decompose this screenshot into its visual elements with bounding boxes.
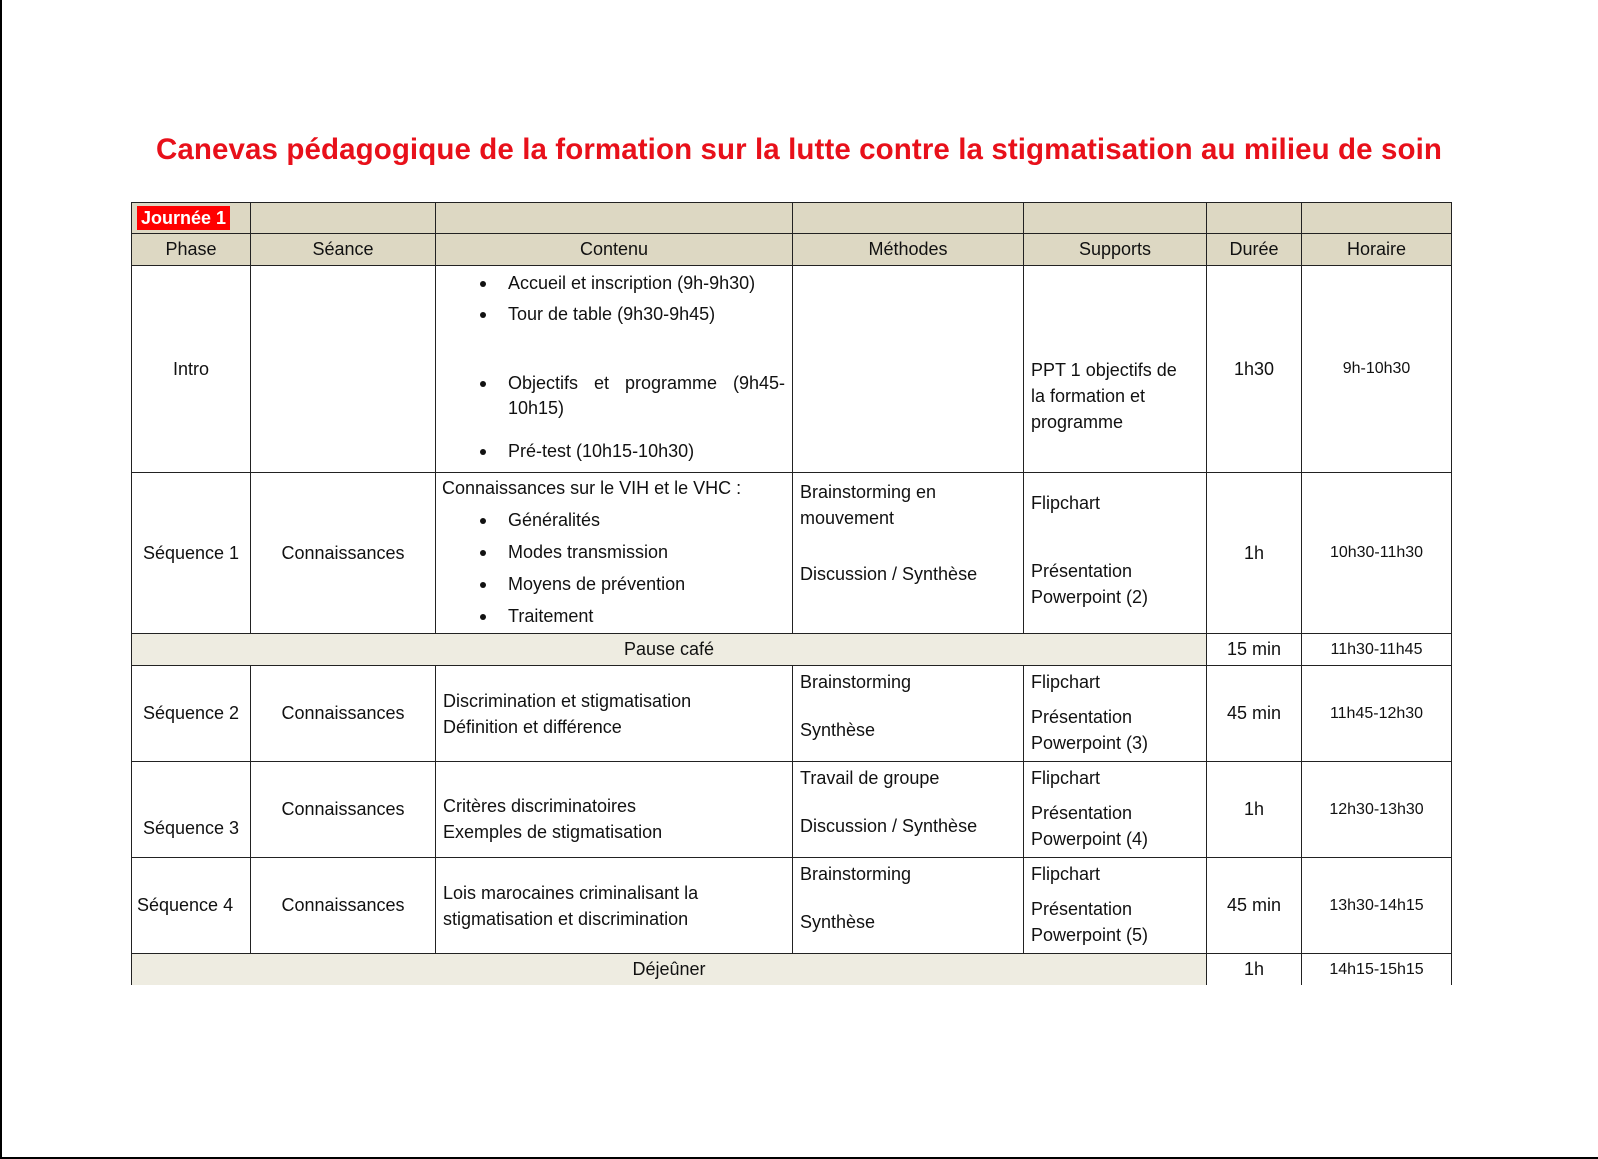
list-item: Traitement [436, 604, 792, 629]
phase-cell: Intro [132, 266, 251, 473]
contenu-cell: Connaissances sur le VIH et le VHC : Généralités Modes transmission Moyens de prévention Traitement [436, 473, 793, 634]
table-row-sequence-3 [132, 762, 1452, 858]
phase-cell: Séquence 4 [132, 858, 251, 954]
schedule-table [131, 202, 1452, 985]
table-row-sequence-2 [132, 666, 1452, 762]
supports-cell: PPT 1 objectifs de la formation et programme [1024, 266, 1207, 473]
methodes-cell: Brainstorming Synthèse [793, 858, 1024, 954]
methodes-cell: Travail de groupe Discussion / Synthèse [793, 762, 1024, 858]
seance-cell: Connaissances [251, 666, 436, 762]
table-row-sequence-4 [132, 858, 1452, 954]
list-item: Objectifs et programme (9h45-10h15) [436, 371, 792, 421]
break-label: Déjeûner [132, 954, 1207, 986]
duree-cell: 1h [1207, 762, 1302, 858]
horaire-cell: 13h30-14h15 [1302, 858, 1452, 954]
table-row-pause [132, 634, 1452, 666]
seance-cell: Connaissances [251, 858, 436, 954]
methodes-cell: Brainstorming en mouvement Discussion / Synthèse [793, 473, 1024, 634]
horaire-cell: 14h15-15h15 [1302, 954, 1452, 986]
horaire-cell: 10h30-11h30 [1302, 473, 1452, 634]
list-item: Moyens de prévention [436, 572, 792, 597]
header-row [132, 234, 1452, 266]
methodes-cell [793, 266, 1024, 473]
day-cell [132, 203, 251, 234]
duree-cell: 1h [1207, 473, 1302, 634]
phase-cell: Séquence 3 [132, 762, 251, 858]
table-row-dejeuner [132, 954, 1452, 986]
day-badge: Journée 1 [137, 206, 230, 230]
list-item: Modes transmission [436, 540, 792, 565]
phase-cell: Séquence 2 [132, 666, 251, 762]
duree-cell: 1h [1207, 954, 1302, 986]
contenu-list [436, 508, 792, 629]
table-row-sequence-1 [132, 473, 1452, 634]
header-contenu: Contenu [436, 234, 793, 266]
list-item: Accueil et inscription (9h-9h30) [436, 271, 792, 296]
seance-cell: Connaissances [251, 762, 436, 858]
list-item: Pré-test (10h15-10h30) [436, 439, 792, 464]
break-label: Pause café [132, 634, 1207, 666]
horaire-cell: 12h30-13h30 [1302, 762, 1452, 858]
day-row [132, 203, 1452, 234]
seance-cell [251, 266, 436, 473]
list-item: Tour de table (9h30-9h45) [436, 302, 792, 327]
contenu-cell: Lois marocaines criminalisant la stigmatisation et discrimination [436, 858, 793, 954]
document-title: Canevas pédagogique de la formation sur la lutte contre la stigmatisation au milieu de soin [155, 133, 1443, 166]
header-seance: Séance [251, 234, 436, 266]
contenu-cell [436, 266, 793, 473]
contenu-list [436, 271, 792, 464]
header-methodes: Méthodes [793, 234, 1024, 266]
duree-cell: 45 min [1207, 666, 1302, 762]
horaire-cell: 11h45-12h30 [1302, 666, 1452, 762]
header-horaire: Horaire [1302, 234, 1452, 266]
duree-cell: 1h30 [1207, 266, 1302, 473]
horaire-cell: 9h-10h30 [1302, 266, 1452, 473]
methodes-cell: Brainstorming Synthèse [793, 666, 1024, 762]
horaire-cell: 11h30-11h45 [1302, 634, 1452, 666]
contenu-cell: Critères discriminatoires Exemples de stigmatisation [436, 762, 793, 858]
supports-cell: Flipchart Présentation Powerpoint (5) [1024, 858, 1207, 954]
seance-cell: Connaissances [251, 473, 436, 634]
header-phase: Phase [132, 234, 251, 266]
list-item: Généralités [436, 508, 792, 533]
supports-cell: Flipchart Présentation Powerpoint (4) [1024, 762, 1207, 858]
phase-cell: Séquence 1 [132, 473, 251, 634]
header-duree: Durée [1207, 234, 1302, 266]
header-supports: Supports [1024, 234, 1207, 266]
duree-cell: 15 min [1207, 634, 1302, 666]
supports-cell: Flipchart Présentation Powerpoint (3) [1024, 666, 1207, 762]
contenu-cell: Discrimination et stigmatisation Définition et différence [436, 666, 793, 762]
supports-cell: Flipchart Présentation Powerpoint (2) [1024, 473, 1207, 634]
duree-cell: 45 min [1207, 858, 1302, 954]
table-row-intro [132, 266, 1452, 473]
